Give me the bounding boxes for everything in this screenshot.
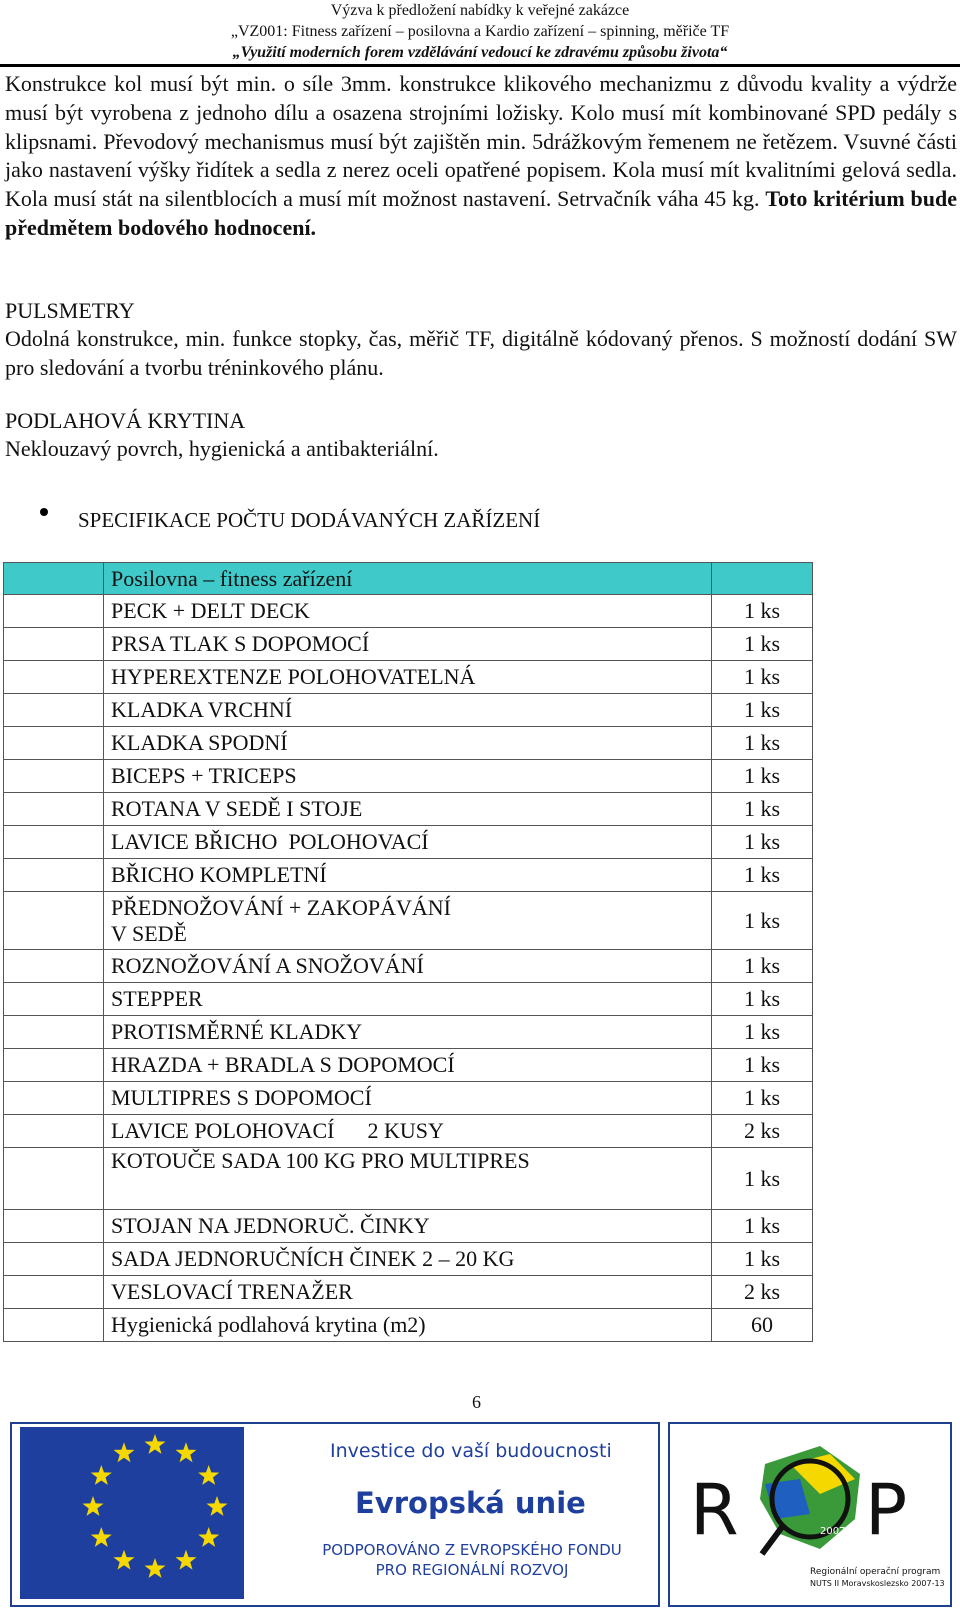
- stub-cell: [4, 1148, 104, 1210]
- spec-title: SPECIFIKACE POČTU DODÁVANÝCH ZAŘÍZENÍ: [78, 508, 541, 532]
- item-quantity: 1 ks: [712, 950, 813, 983]
- rop-letter-p: P: [865, 1469, 908, 1551]
- stub-cell: [4, 1049, 104, 1082]
- stub-cell: [4, 1309, 104, 1342]
- stub-cell: [4, 983, 104, 1016]
- table-row: [4, 1148, 813, 1210]
- eu-star-icon: [145, 1434, 166, 1454]
- stub-cell: [4, 628, 104, 661]
- item-quantity: 2 ks: [712, 1276, 813, 1309]
- intro-bold-text: Toto kritérium bude předmětem bodového hodnocení.: [5, 186, 957, 240]
- rop-logo-box: [668, 1422, 952, 1607]
- table-row: [4, 727, 813, 760]
- stub-cell: [4, 892, 104, 950]
- table-row: [4, 1309, 813, 1342]
- table-row: [4, 1276, 813, 1309]
- eu-star-icon: [145, 1558, 166, 1578]
- stub-cell: [4, 727, 104, 760]
- item-name: STEPPER: [104, 983, 712, 1016]
- table-row: [4, 1049, 813, 1082]
- intro-text: Konstrukce kol musí být min. o síle 3mm. konstrukce klikového mechanizmu z důvodu kvality a výdrže musí být vyrobena z jednoho dílu a osazena strojními ložisky. Kolo musí mít kombinované SPD pedály s klipsnami. Převodový mechanismus musí být zajištěn min. 5drážkovým řemenem ne řetězem. Vsuvné části jako nastavení výšky řidítek a sedla z nerez oceli opatřené popisem. Kola musí mít kvalitními gelová sedla. Kola musí stát na silentblocích a musí mít možnost nastavení. Setrvačník váha 45 kg.: [5, 71, 957, 212]
- page-number: 6: [472, 1392, 481, 1412]
- stub-cell: [4, 950, 104, 983]
- stub-cell: [4, 1243, 104, 1276]
- item-name: HRAZDA + BRADLA S DOPOMOCÍ: [104, 1049, 712, 1082]
- stub-cell: [4, 563, 104, 595]
- rop-logo-icon: [670, 1424, 950, 1605]
- header-rule: [0, 64, 960, 67]
- item-quantity: 1 ks: [712, 859, 813, 892]
- rop-letter-r: R: [690, 1469, 739, 1551]
- item-quantity: 1 ks: [712, 760, 813, 793]
- item-name: STOJAN NA JEDNORUČ. ČINKY: [104, 1210, 712, 1243]
- item-quantity: 1 ks: [712, 727, 813, 760]
- eu-star-icon: [91, 1527, 112, 1547]
- table-row: [4, 983, 813, 1016]
- item-quantity: 60: [712, 1309, 813, 1342]
- eu-flag-icon: [20, 1427, 244, 1599]
- item-quantity: 1 ks: [712, 595, 813, 628]
- table-header-qty: [712, 563, 813, 595]
- table-row: [4, 1210, 813, 1243]
- stub-cell: [4, 694, 104, 727]
- pulsmetry-heading: PULSMETRY: [5, 298, 135, 323]
- document-header: [0, 0, 960, 63]
- item-name: KLADKA VRCHNÍ: [104, 694, 712, 727]
- table-row: [4, 661, 813, 694]
- eu-star-icon: [198, 1465, 219, 1485]
- item-name: LAVICE POLOHOVACÍ 2 KUSY: [104, 1115, 712, 1148]
- header-line-2: „VZ001: Fitness zařízení – posilovna a Kardio zařízení – spinning, měřiče TF: [230, 23, 730, 40]
- item-quantity: 1 ks: [712, 1016, 813, 1049]
- item-name: Hygienická podlahová krytina (m2): [104, 1309, 712, 1342]
- intro-paragraph: [5, 70, 957, 243]
- stub-cell: [4, 826, 104, 859]
- stub-cell: [4, 595, 104, 628]
- eu-fund-line-1: PODPOROVÁNO Z EVROPSKÉHO FONDU: [322, 1541, 622, 1559]
- item-quantity: 1 ks: [712, 1210, 813, 1243]
- table-row: [4, 1243, 813, 1276]
- stub-cell: [4, 859, 104, 892]
- table-header-row: [4, 563, 813, 595]
- item-quantity: 2 ks: [712, 1115, 813, 1148]
- item-name: KLADKA SPODNÍ: [104, 727, 712, 760]
- stub-cell: [4, 760, 104, 793]
- item-quantity: 1 ks: [712, 983, 813, 1016]
- item-quantity: 1 ks: [712, 628, 813, 661]
- bullet-icon: [40, 508, 48, 516]
- table-row: [4, 793, 813, 826]
- table-row: [4, 628, 813, 661]
- rop-line-1: Regionální operační program: [810, 1567, 941, 1577]
- table-row: [4, 892, 813, 950]
- item-name: PŘEDNOŽOVÁNÍ + ZAKOPÁVÁNÍ V SEDĚ: [104, 892, 712, 950]
- eu-star-icon: [91, 1465, 112, 1485]
- eu-star-icon: [176, 1442, 197, 1462]
- item-quantity: 1 ks: [712, 1148, 813, 1210]
- stub-cell: [4, 1276, 104, 1309]
- rop-years: 2007-13: [820, 1526, 862, 1537]
- stub-cell: [4, 793, 104, 826]
- table-row: [4, 1082, 813, 1115]
- table-row: [4, 1016, 813, 1049]
- item-name: ROZNOŽOVÁNÍ A SNOŽOVÁNÍ: [104, 950, 712, 983]
- eu-stars-icon: [20, 1427, 244, 1599]
- table-row: [4, 859, 813, 892]
- pulsmetry-text: Odolná konstrukce, min. funkce stopky, čas, měřič TF, digitálně kódovaný přenos. S možností dodání SW pro sledování a tvorbu tréninkového plánu.: [5, 326, 957, 380]
- stub-cell: [4, 661, 104, 694]
- item-name: SADA JEDNORUČNÍCH ČINEK 2 – 20 KG: [104, 1243, 712, 1276]
- item-name: BICEPS + TRICEPS: [104, 760, 712, 793]
- item-quantity: 1 ks: [712, 1082, 813, 1115]
- item-quantity: 1 ks: [712, 1243, 813, 1276]
- eu-star-icon: [176, 1550, 197, 1570]
- item-name: MULTIPRES S DOPOMOCÍ: [104, 1082, 712, 1115]
- item-quantity: 1 ks: [712, 661, 813, 694]
- item-name: KOTOUČE SADA 100 KG PRO MULTIPRES: [104, 1148, 712, 1210]
- table-row: [4, 1115, 813, 1148]
- table-row: [4, 826, 813, 859]
- eu-star-icon: [114, 1442, 135, 1462]
- item-name: LAVICE BŘICHO POLOHOVACÍ: [104, 826, 712, 859]
- eu-star-icon: [114, 1550, 135, 1570]
- item-name: PRSA TLAK S DOPOMOCÍ: [104, 628, 712, 661]
- stub-cell: [4, 1210, 104, 1243]
- podlahova-text: Neklouzavý povrch, hygienická a antibakteriální.: [5, 436, 439, 461]
- item-quantity: 1 ks: [712, 826, 813, 859]
- item-name: BŘICHO KOMPLETNÍ: [104, 859, 712, 892]
- item-quantity: 1 ks: [712, 1049, 813, 1082]
- item-name: HYPEREXTENZE POLOHOVATELNÁ: [104, 661, 712, 694]
- eu-star-icon: [83, 1496, 104, 1516]
- table-row: [4, 595, 813, 628]
- table-row: [4, 950, 813, 983]
- item-name: VESLOVACÍ TRENAŽER: [104, 1276, 712, 1309]
- header-line-1: Výzva k předložení nabídky k veřejné zakázce: [330, 2, 630, 19]
- eu-star-icon: [198, 1527, 219, 1547]
- podlahova-heading: PODLAHOVÁ KRYTINA: [5, 408, 246, 433]
- stub-cell: [4, 1016, 104, 1049]
- stub-cell: [4, 1082, 104, 1115]
- eu-title: Evropská unie: [355, 1486, 586, 1520]
- header-line-3: „Využití moderních forem vzdělávání vedoucí ke zdravému způsobu života“: [232, 44, 728, 61]
- table-row: [4, 694, 813, 727]
- eu-star-icon: [207, 1496, 228, 1516]
- item-name: ROTANA V SEDĚ I STOJE: [104, 793, 712, 826]
- item-quantity: 1 ks: [712, 793, 813, 826]
- item-quantity: 1 ks: [712, 892, 813, 950]
- item-name: PECK + DELT DECK: [104, 595, 712, 628]
- eu-fund-text: [322, 1540, 622, 1580]
- item-quantity: 1 ks: [712, 694, 813, 727]
- table-header-label: Posilovna – fitness zařízení: [104, 563, 712, 595]
- stub-cell: [4, 1115, 104, 1148]
- spec-table: [3, 562, 813, 1342]
- item-name: PROTISMĚRNÉ KLADKY: [104, 1016, 712, 1049]
- rop-line-2: NUTS II Moravskoslezsko 2007-13: [810, 1579, 945, 1588]
- eu-slogan: Investice do vaší budoucnosti: [330, 1440, 612, 1462]
- table-row: [4, 760, 813, 793]
- eu-fund-line-2: PRO REGIONÁLNÍ ROZVOJ: [375, 1561, 569, 1579]
